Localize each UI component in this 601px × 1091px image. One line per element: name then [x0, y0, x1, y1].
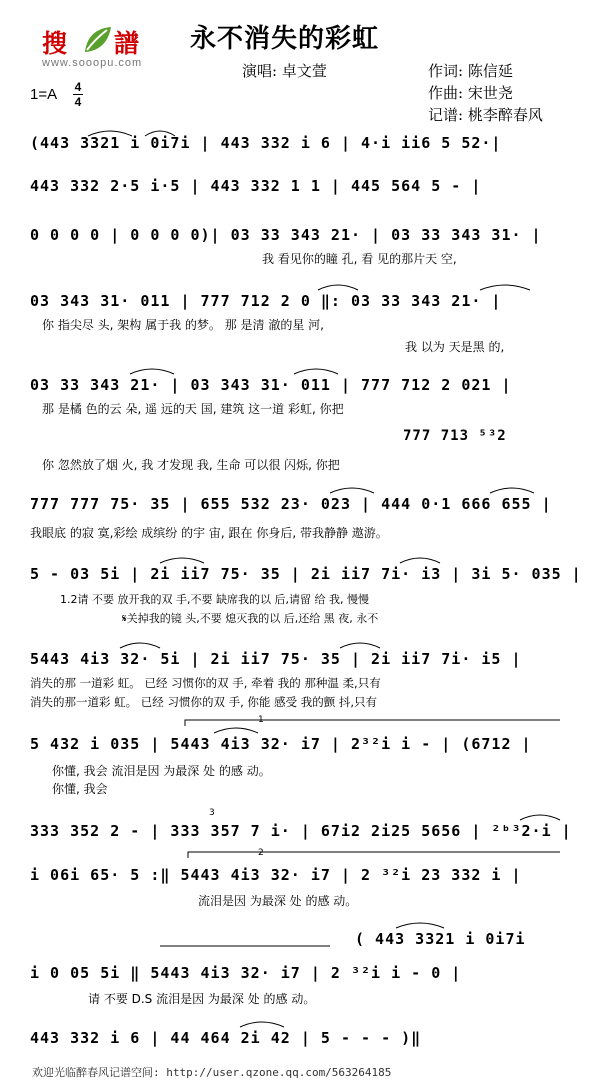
- score-row-13: 443 332 i 6 | 44 464 2i 42 | 5 - - - )‖: [30, 1029, 422, 1047]
- score-row-2: 443 332 2·5 i·5 | 443 332 1 1 | 445 564 5 - |: [30, 177, 482, 195]
- lyric-row-5a: 那 是橘 色的云 朵, 遥 远的天 国, 建筑 这一道 彩虹, 你把: [42, 402, 344, 416]
- triplet-mark: 3: [209, 808, 215, 818]
- score-row-7: 5 - 03 5i | 2i ii7 75· 35 | 2i ii7 7i· i3 | 3i 5· 035 |: [30, 565, 582, 583]
- lyric-row-7a: 1.2请 不要 放开我的双 手,不要 缺席我的以 后,请留 给 我, 慢慢: [60, 593, 369, 606]
- lyricist-credit: 作词: 陈信延: [428, 62, 513, 80]
- lyric-row-3: 我 看见你的瞳 孔, 看 见的那片天 空,: [262, 252, 457, 266]
- lyric-row-12: 请 不要 D.S 流泪是因 为最深 处 的感 动。: [88, 992, 316, 1006]
- score-row-3: 0 0 0 0 | 0 0 0 0)| 03 33 343 21· | 03 33 343 31· |: [30, 226, 542, 244]
- time-signature-bottom: 4: [74, 95, 82, 109]
- transcriber-credit: 记谱: 桃李醉春风: [428, 106, 543, 124]
- footer-credit: 欢迎光临醉春风记谱空间: http://user.qzone.qq.com/563264185: [32, 1066, 392, 1079]
- score-row-12: i 0 05 5i ‖ 5443 4i3 32· i7 | 2 ³²i i - 0 |: [30, 964, 462, 982]
- score-row-9: 5 432 i 035 | 5443 4i3 32· i7 | 2³²i i - | (6712 |: [30, 735, 532, 753]
- score-row-8: 5443 4i3 32· 5i | 2i ii7 75· 35 | 2i ii7 7i· i5 |: [30, 650, 522, 668]
- score-row-12-intro: ( 443 3321 i 0i7i: [355, 930, 526, 948]
- lyric-row-9a: 你懂, 我会 流泪是因 为最深 处 的感 动。: [52, 764, 271, 778]
- lyric-row-6: 我眼底 的寂 寞,彩绘 成缤纷 的宇 宙, 跟在 你身后, 带我静静 遨游。: [30, 526, 388, 540]
- lyric-row-5b: 你 忽然放了烟 火, 我 才发现 我, 生命 可以很 闪烁, 你把: [42, 458, 340, 472]
- score-row-5: 03 33 343 21· | 03 343 31· 011 | 777 712 2 021 |: [30, 376, 512, 394]
- lyric-row-11: 流泪是因 为最深 处 的感 动。: [198, 894, 358, 908]
- score-row-11: i 06i 65· 5 :‖ 5443 4i3 32· i7 | 2 ³²i 23 332 i |: [30, 866, 522, 884]
- time-signature-top: 4: [74, 80, 82, 94]
- logo-char-sou: 搜: [42, 29, 68, 58]
- score-row-5-alt: 777 713 ⁵³2: [403, 428, 507, 444]
- song-title: 永不消失的彩虹: [190, 24, 380, 54]
- score-row-6: 777 777 75· 35 | 655 532 23· 023 | 444 0·1 666 655 |: [30, 495, 552, 513]
- volta-2: 2: [258, 848, 264, 858]
- lyric-row-7b: 𝄋关掉我的镜 头,不要 熄灭我的以 后,还给 黑 夜, 永不: [122, 612, 379, 625]
- lyric-row-4b: 我 以为 天是黑 的,: [405, 340, 505, 354]
- lyric-row-8b: 消失的那一道彩 虹。 已经 习惯你的双 手, 你能 感受 我的颤 抖,只有: [30, 695, 378, 709]
- score-row-4: 03 343 31· 011 | 777 712 2 0 ‖: 03 33 343 21· |: [30, 292, 502, 310]
- logo-char-pu: 譜: [114, 29, 140, 58]
- score-row-1: (443 3321 i 0i7i | 443 332 i 6 | 4·i ii6 5 52·|: [30, 134, 502, 152]
- lyric-row-4a: 你 指尖尽 头, 架构 属于我 的梦。 那 是清 澈的星 河,: [42, 318, 324, 332]
- score-row-10: 333 352 2 - | 333 357 7 i· | 67i2 2i25 5656 | ²ᵇ³2·i |: [30, 822, 572, 840]
- composer-credit: 作曲: 宋世尧: [428, 84, 513, 102]
- singer-credit: 演唱: 卓文萱: [242, 62, 327, 80]
- lyric-row-9b: 你懂, 我会: [52, 782, 108, 796]
- volta-1: 1: [258, 715, 264, 725]
- lyric-row-8a: 消失的那 一道彩 虹。 已经 习惯你的双 手, 牵着 我的 那种温 柔,只有: [30, 676, 381, 690]
- logo-url: www.sooopu.com: [42, 57, 143, 69]
- key-signature: 1=A: [30, 86, 58, 103]
